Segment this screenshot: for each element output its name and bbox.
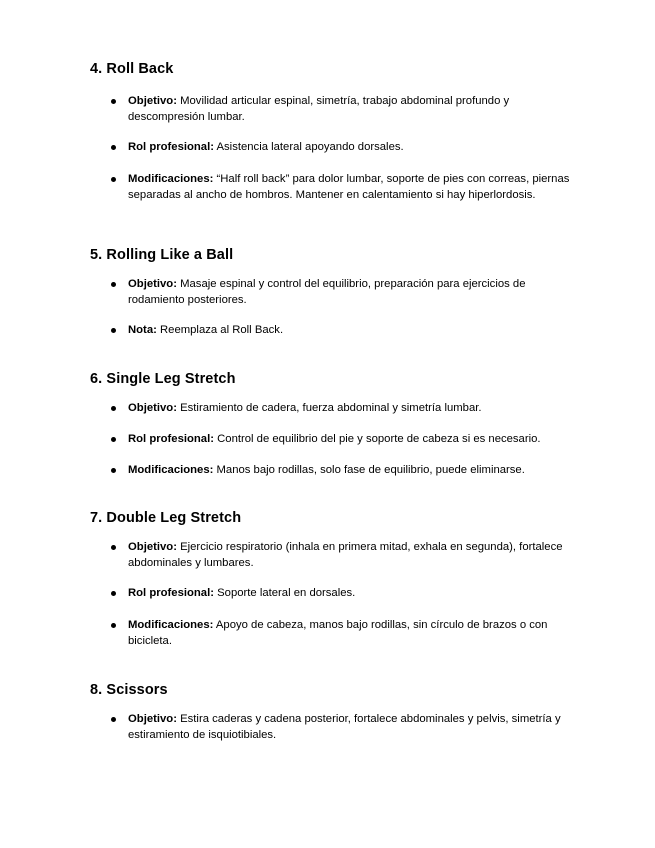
list-item (90, 93, 570, 125)
section-single-leg-stretch (90, 370, 570, 479)
item-text: Ejercicio respiratorio (inhala en primera mitad, exhala en segunda), fortalece abdominales y lumbares. (128, 541, 563, 570)
bullet-icon (111, 328, 116, 333)
bullet-icon (111, 437, 116, 442)
item-text: Estiramiento de cadera, fuerza abdominal y simetría lumbar. (180, 402, 482, 414)
bullet-icon (111, 717, 116, 722)
item-label: Rol profesional: (128, 587, 214, 600)
bullet-list (90, 711, 570, 743)
list-item (90, 322, 570, 338)
list-item (90, 276, 570, 308)
item-text: Asistencia lateral apoyando dorsales. (216, 141, 404, 154)
bullet-icon (111, 282, 116, 287)
section-double-leg-stretch (90, 509, 570, 649)
list-item (90, 400, 570, 416)
item-text: Manos bajo rodillas, solo fase de equilibrio, puede eliminarse. (216, 464, 525, 477)
item-label: Objetivo: (128, 402, 177, 414)
item-text: Movilidad articular espinal, simetría, trabajo abdominal profundo y descompresión lumbar. (128, 95, 510, 124)
item-label: Modificaciones: (128, 172, 214, 185)
section-roll-back (90, 60, 570, 203)
bullet-icon (111, 468, 116, 473)
section-heading: 5. Rolling Like a Ball (90, 247, 234, 263)
item-label: Nota: (128, 324, 157, 337)
section-heading: 8. Scissors (90, 682, 168, 698)
item-label: Modificaciones: (128, 464, 214, 477)
bullet-icon (111, 177, 116, 182)
item-text: Soporte lateral en dorsales. (217, 587, 356, 600)
bullet-list (90, 539, 570, 649)
item-label: Objetivo: (128, 95, 177, 107)
section-scissors (90, 681, 570, 743)
item-text: “Half roll back” para dolor lumbar, soporte de pies con correas, piernas separadas al ancho de hombros. Mantener en calentamiento si hay hiperlordosis. (128, 172, 570, 201)
item-text: Estira caderas y cadena posterior, fortalece abdominales y pelvis, simetría y estiramiento de isquiotibiales. (128, 713, 561, 742)
item-label: Rol profesional: (128, 141, 214, 154)
section-heading: 4. Roll Back (90, 61, 174, 77)
item-text: Masaje espinal y control del equilibrio, preparación para ejercicios de rodamiento posteriores. (128, 278, 526, 307)
section-heading: 6. Single Leg Stretch (90, 371, 236, 387)
list-item (90, 539, 570, 571)
item-label: Objetivo: (128, 278, 177, 290)
list-item (90, 462, 570, 478)
item-label: Objetivo: (128, 541, 177, 553)
item-label: Modificaciones: (128, 618, 214, 631)
list-item (90, 617, 570, 649)
item-label: Rol profesional: (128, 433, 214, 446)
list-item (90, 171, 570, 203)
bullet-icon (111, 623, 116, 628)
list-item (90, 711, 570, 743)
section-rolling-like-a-ball (90, 246, 570, 339)
list-item (90, 585, 570, 601)
item-text: Apoyo de cabeza, manos bajo rodillas, sin círculo de brazos o con bicicleta. (128, 618, 548, 647)
item-text: Reemplaza al Roll Back. (160, 324, 284, 337)
bullet-list (90, 93, 570, 203)
bullet-icon (111, 545, 116, 550)
bullet-list (90, 276, 570, 339)
item-text: Control de equilibrio del pie y soporte de cabeza si es necesario. (217, 433, 541, 446)
list-item (90, 139, 570, 155)
list-item (90, 431, 570, 447)
bullet-icon (111, 145, 116, 150)
item-label: Objetivo: (128, 713, 177, 725)
section-heading: 7. Double Leg Stretch (90, 510, 242, 526)
bullet-icon (111, 406, 116, 411)
bullet-icon (111, 591, 116, 596)
bullet-list (90, 400, 570, 479)
bullet-icon (111, 99, 116, 104)
